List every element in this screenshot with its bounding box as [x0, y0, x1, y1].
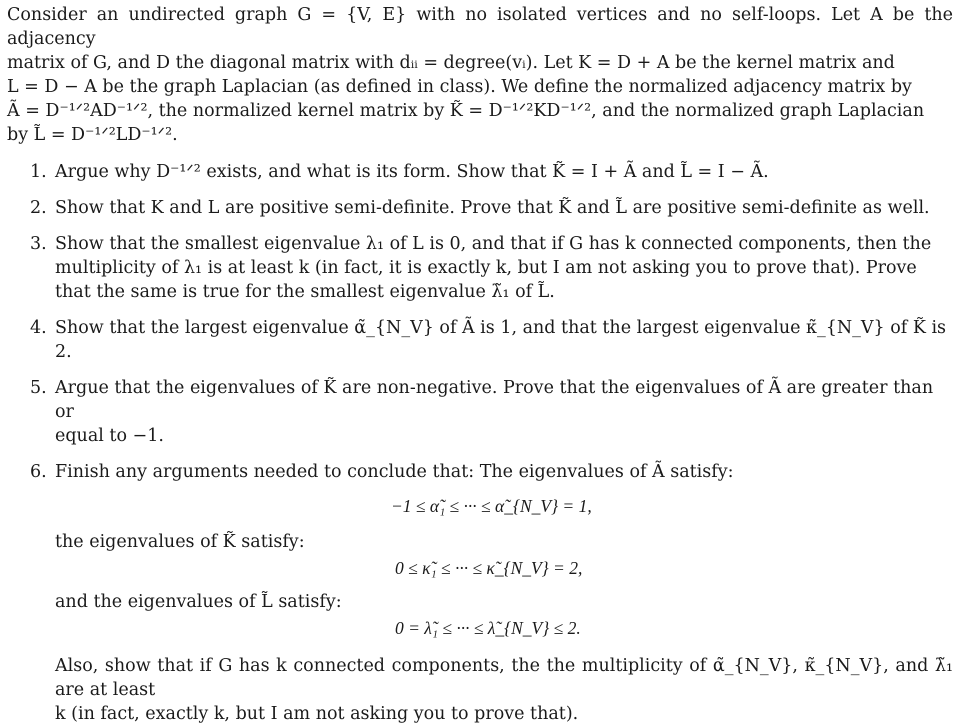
question-list [7, 160, 953, 726]
question-item [7, 232, 953, 304]
item-number: 3. [30, 234, 47, 254]
intro-line: L = D − A be the graph Laplacian (as defined in class). We define the normalized adjacency matrix by [7, 77, 912, 97]
item-number: 5. [30, 378, 47, 398]
intro-line: by L̃ = D⁻¹ᐟ²LD⁻¹ᐟ². [7, 125, 178, 145]
item-line: equal to −1. [55, 426, 164, 446]
kappa-eigenvalue-inequality: 0 ≤ κ̃₁ ≤ ··· ≤ κ̃_{N_V} = 2, [395, 558, 583, 578]
kappa-label: the eigenvalues of K̃ satisfy: [55, 532, 305, 552]
item-number: 6. [30, 462, 47, 482]
closing-line: Also, show that if G has k connected components, the the multiplicity of α̃_{N_V}, κ̃_{N_V}, and λ̃₁ are at least [55, 656, 953, 700]
problem-text [7, 3, 953, 726]
question-item [7, 376, 953, 448]
intro-line: matrix of G, and D the diagonal matrix with dᵢᵢ = degree(vᵢ). Let K = D + A be the kernel matrix and [7, 53, 895, 73]
item-line: Show that the smallest eigenvalue λ₁ of L is 0, and that if G has k connected components, then the [55, 234, 932, 254]
item-line: Show that K and L are positive semi-definite. Prove that K̃ and L̃ are positive semi-definite as well. [55, 198, 930, 218]
closing-line: k (in fact, exactly k, but I am not asking you to prove that). [55, 704, 579, 724]
question-item [7, 160, 953, 184]
item-line: Argue why D⁻¹ᐟ² exists, and what is its form. Show that K̃ = I + Ã and L̃ = I − Ã. [55, 162, 769, 182]
item-line: Finish any arguments needed to conclude that: The eigenvalues of Ã satisfy: [55, 462, 734, 482]
item-number: 4. [30, 318, 47, 338]
lambda-eigenvalue-inequality: 0 = λ̃₁ ≤ ··· ≤ λ̃_{N_V} ≤ 2. [395, 618, 581, 638]
lambda-label: and the eigenvalues of L̃ satisfy: [55, 592, 342, 612]
closing-paragraph [55, 654, 953, 726]
item-number: 2. [30, 198, 47, 218]
item-number: 1. [30, 162, 47, 182]
intro-line: Consider an undirected graph G = {V, E} with no isolated vertices and no self-loops. Let A be the adjacency [7, 5, 953, 49]
item-line: Argue that the eigenvalues of K̃ are non-negative. Prove that the eigenvalues of Ã are greater than or [55, 378, 934, 422]
item-line: that the same is true for the smallest eigenvalue λ̃₁ of L̃. [55, 282, 555, 302]
question-item [7, 460, 953, 726]
item-line: Show that the largest eigenvalue α̃_{N_V} of Ã is 1, and that the largest eigenvalue κ̃_{N_V} of K̃ is 2. [55, 318, 947, 362]
intro-paragraph [7, 3, 953, 147]
item-line: multiplicity of λ₁ is at least k (in fact, it is exactly k, but I am not asking you to prove that). Prove [55, 258, 917, 278]
intro-line: Ã = D⁻¹ᐟ²AD⁻¹ᐟ², the normalized kernel matrix by K̃ = D⁻¹ᐟ²KD⁻¹ᐟ², and the normalized graph Laplacian [7, 101, 925, 121]
question-item [7, 316, 953, 364]
question-item [7, 196, 953, 220]
alpha-eigenvalue-inequality: −1 ≤ α̃₁ ≤ ··· ≤ α̃_{N_V} = 1, [391, 496, 592, 516]
